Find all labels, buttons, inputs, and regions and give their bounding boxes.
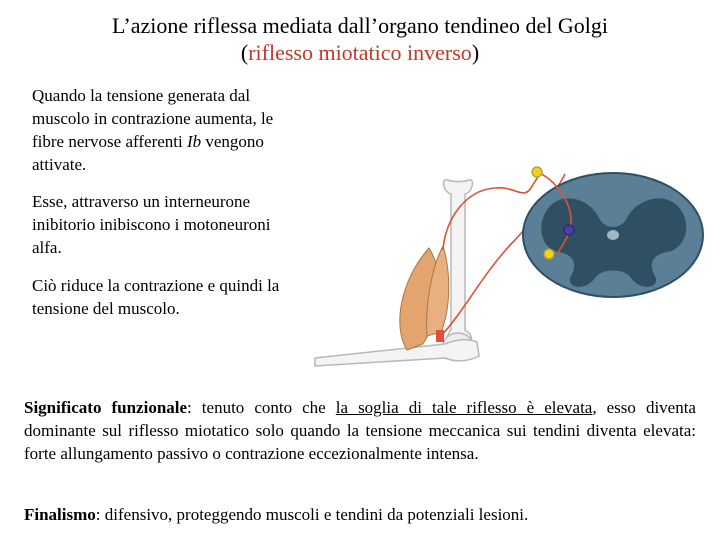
significance-label: Significato funzionale: [24, 398, 188, 417]
significance-text-after: , esso diventa dominante sul riflesso miotatico solo quando la tensione meccanica sui tendini diventa elevata: forte allungamento passivo o contrazione eccezionalmente intensa.: [24, 398, 696, 463]
finalism-text: : difensivo, proteggendo muscoli e tendini da potenziali lesioni.: [95, 505, 529, 524]
slide-title: [0, 12, 720, 66]
significance-paragraph: [24, 396, 696, 465]
paragraph-reduction: Ciò riduce la contrazione e quindi la tensione del muscolo.: [32, 276, 280, 318]
finalism-label: Finalismo: [24, 505, 96, 524]
title-line-1: L’azione riflessa mediata dall’organo tendineo del Golgi: [111, 13, 609, 38]
p1-fiber-type: Ib: [186, 132, 202, 151]
motoneuron-dot: [544, 249, 554, 259]
paragraph-tension: [32, 84, 292, 176]
p1-text-after: vengono attivate.: [32, 132, 264, 174]
title-paren-close: ): [471, 40, 480, 65]
significance-threshold-note: la soglia di tale riflesso è elevata: [335, 398, 593, 417]
p1-text-before: Quando la tensione generata dal muscolo in contrazione aumenta, le fibre nervose afferenti: [32, 86, 274, 151]
paragraph-interneuron: Esse, attraverso un interneurone inibitorio inibiscono i motoneuroni alfa.: [32, 192, 271, 257]
finalism-paragraph: [24, 503, 696, 526]
title-paren-open: (: [240, 40, 249, 65]
afferent-neuron-dot: [532, 167, 542, 177]
title-line-2: [0, 39, 720, 66]
spinal-cord-section: [523, 173, 703, 297]
forearm-bone: [315, 340, 479, 366]
interneuron-dot: [564, 225, 574, 235]
title-reflex-name: riflesso miotatico inverso: [248, 40, 472, 65]
golgi-tendon-organ: [436, 330, 444, 342]
significance-text-before: : tenuto conto che: [187, 398, 336, 417]
reflex-diagram: [295, 160, 705, 380]
